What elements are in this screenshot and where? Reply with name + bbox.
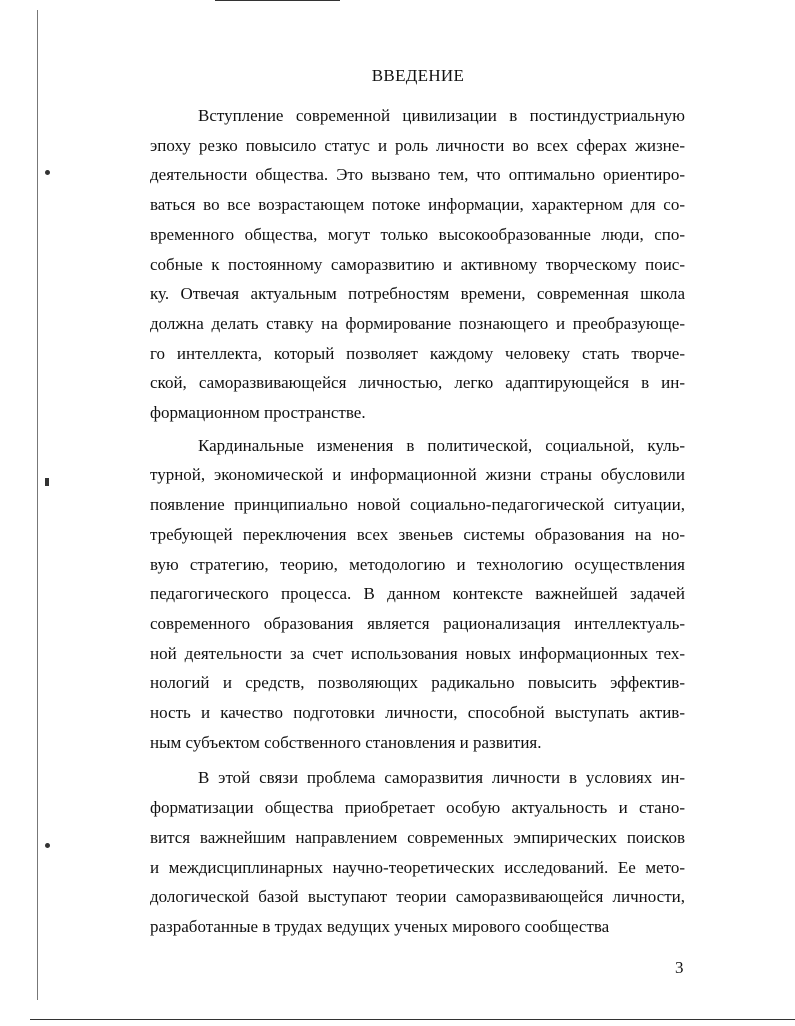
body-line: и междисциплинарных научно-теоретических исследований. Ее мето-	[150, 857, 685, 877]
body-line: Кардинальные изменения в политической, социальной, куль-	[198, 435, 685, 455]
top-scan-line	[215, 0, 340, 1]
binding-mark	[45, 478, 49, 486]
body-line: ку. Отвечая актуальным потребностям времени, современная школа	[150, 284, 685, 304]
body-line: педагогического процесса. В данном контексте важнейшей задачей	[150, 584, 685, 604]
body-line: Вступление современной цивилизации в постиндустриальную	[198, 106, 685, 125]
body-line: современного образования является рационализация интеллектуаль-	[150, 613, 685, 633]
binding-mark	[45, 170, 50, 175]
left-margin-line	[37, 10, 38, 1000]
body-line: нологий и средств, позволяющих радикально повысить эффектив-	[150, 673, 685, 693]
bottom-scan-line	[30, 1019, 795, 1020]
body-line: В этой связи проблема саморазвития личности в условиях ин-	[198, 768, 685, 788]
body-line: должна делать ставку на формирование познающего и преобразующе-	[150, 313, 685, 333]
body-line: деятельности общества. Это вызвано тем, что оптимально ориентиро-	[150, 165, 685, 185]
body-line: форматизации общества приобретает особую актуальность и стано-	[150, 798, 685, 818]
body-line: формационном пространстве.	[150, 403, 366, 422]
body-line: вую стратегию, теорию, методологию и технологию осуществления	[150, 554, 685, 574]
body-line: собные к постоянному саморазвитию и активному творческому поис-	[150, 254, 685, 274]
body-line: эпоху резко повысило статус и роль личности во всех сферах жизне-	[150, 135, 685, 155]
body-line: ность и качество подготовки личности, способной выступать актив-	[150, 703, 685, 722]
page-title: ВВЕДЕНИЕ	[371, 66, 465, 85]
page-number: 3	[675, 958, 684, 977]
body-line: вится важнейшим направлением современных эмпирических поисков	[150, 827, 685, 847]
body-line: турной, экономической и информационной жизни страны обусловили	[150, 465, 685, 485]
body-line: го интеллекта, который позволяет каждому человеку стать творче-	[150, 343, 685, 363]
body-line: разработанные в трудах ведущих ученых мирового сообщества	[150, 916, 610, 936]
body-line: ной деятельности за счет использования новых информационных тех-	[150, 643, 685, 663]
body-line: ным субъектом собственного становления и развития.	[150, 732, 542, 752]
binding-mark	[45, 843, 50, 848]
body-line: временного общества, могут только высокообразованные люди, спо-	[150, 224, 685, 244]
body-line: ской, саморазвивающейся личностью, легко адаптирующейся в ин-	[150, 373, 685, 393]
body-line: появление принципиально новой социально-педагогической ситуации,	[150, 495, 685, 515]
body-line: ваться во все возрастающем потоке информации, характерном для со-	[150, 195, 685, 215]
body-line: требующей переключения всех звеньев системы образования на но-	[150, 524, 685, 544]
body-line: дологической базой выступают теории саморазвивающейся личности,	[150, 887, 685, 907]
